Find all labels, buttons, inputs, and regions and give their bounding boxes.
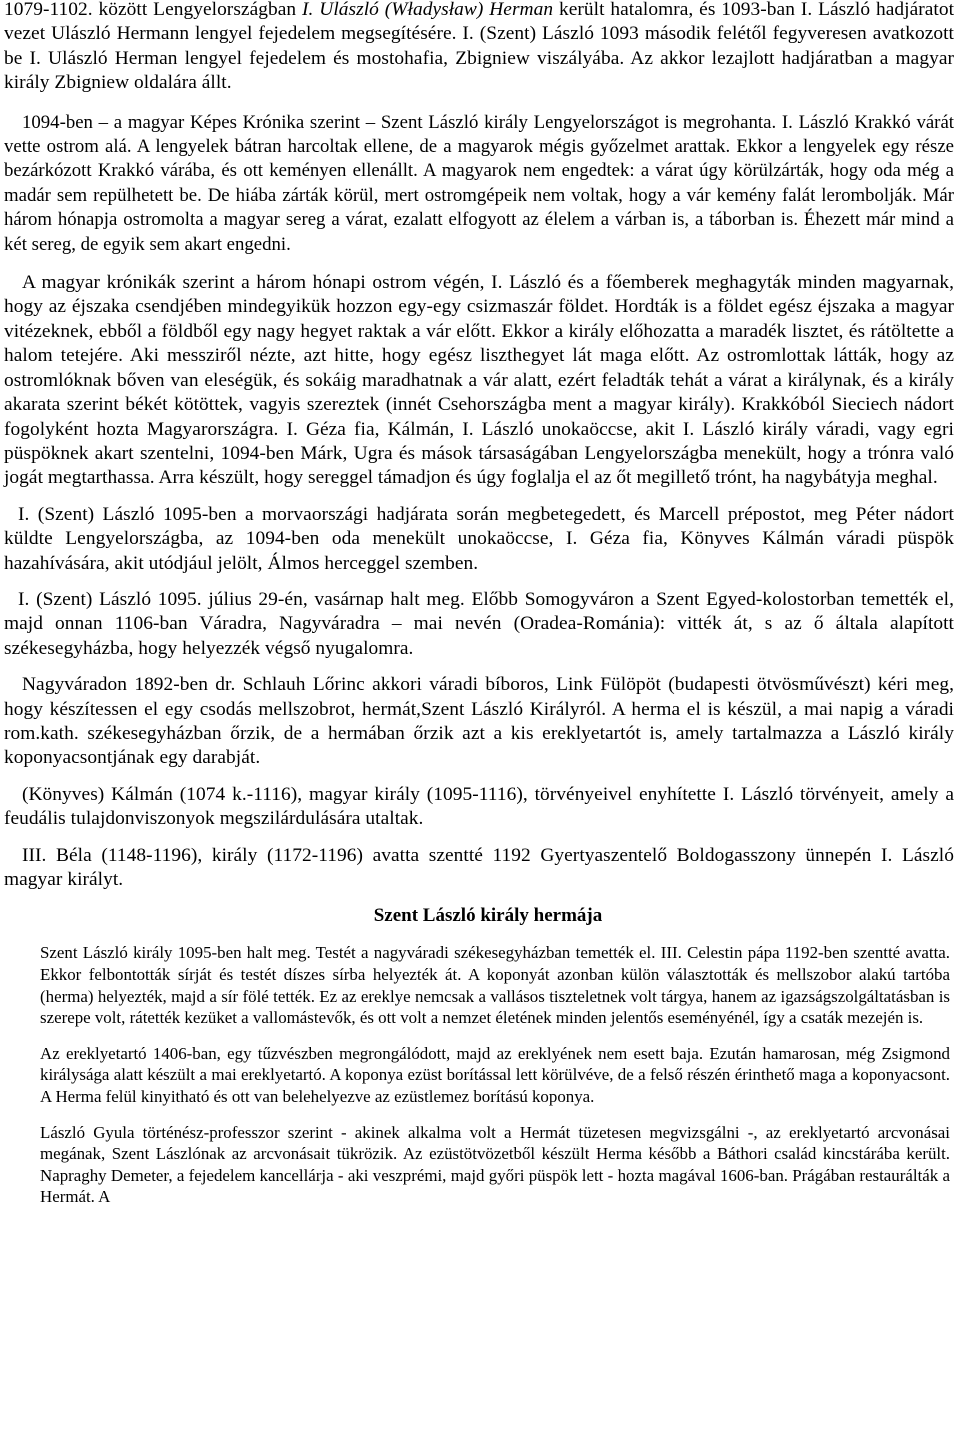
paragraph-1-italic-name: I. Ulászló (Władysław) Herman <box>302 0 554 20</box>
section-heading: Szent László király hermája <box>373 905 603 927</box>
paragraph-4: I. (Szent) László 1095-ben a morvaországi hadjárata során megbetegedett, és Marcell prépostot, meg Péter nádort küldte Lengyelországba, az 1094-ben oda menekült unokaöccse, I. Géza fia, Könyves Kálmán váradi püspök hazahívására, akit utódjául jelölt, Álmos herceggel szemben. <box>4 503 954 574</box>
paragraph-8: III. Béla (1148-1196), király (1172-1196) avatta szentté 1192 Gyertyaszentelő Boldogasszony ünnepén I. László magyar királyt. <box>4 844 954 890</box>
section-paragraph-2: Az ereklyetartó 1406-ban, egy tűzvészben megrongálódott, majd az ereklyének nem esett baja. Ezután hamarosan, még Zsigmond királysága alatt készült a mai ereklyetartó. A koponya ezüst borítással lett körülvéve, de a felső részén érinthető maga a koponyacsont. A Herma felül kinyitható és ott van belehelyezve az ezüstlemez borítású koponya. <box>40 1043 950 1106</box>
section-paragraph-3: László Gyula történész-professzor szerint - akinek alkalma volt a Hermát tüzetesen megvizsgálni -, az ereklyetartó arcvonásai megának, Szent Lászlónak az arcvonásait tükrözik. Az ezüstötvözetből készült Herma később a Báthori család kincstárába került. Napraghy Demeter, a fejedelem kancellárja - aki veszprémi, majd győri püspök lett - hozta magával 1606-ban. Prágában restaurálták a Hermát. A <box>40 1122 950 1207</box>
paragraph-1-text-c: került hatalomra, és 1093-ban I. László hadjáratot vezet Ulászló Hermann lengyel fejedelem megsegítésére. I. (Szent) László 1093 második felétől fegyveresen avatkozott be I. Ulászló Herman lengyel fejedelem és mostohafia, Zbigniew viszályába. Az akkor lezajlott hadjáratban a magyar király Zbigniew oldalára állt. <box>4 0 955 94</box>
paragraph-2: 1094-ben – a magyar Képes Krónika szerint – Szent László király Lengyelországot is megrohanta. I. László Krakkó várát vette ostrom alá. A lengyelek bátran harcoltak ellene, de a magyarok mégis győzelmet arattak. Ekkor a lengyelek egy része bezárkózott Krakkó várába, és ott keményen ellenállt. A magyarok nem engedtek: a várat úgy körülzárták, hogy oda még a madár sem repülhetett be. De hiába zárták körül, mert ostromgépeik nem voltak, hogy a vár kemény falát lerombolják. Már három hónapja ostromolta a magyar sereg a várat, ezalatt elfogyott az élelem a várban is, a táborban is. Éhezett már mind a két sereg, de egyik sem akart engedni. <box>4 111 954 255</box>
paragraph-1 <box>4 0 954 96</box>
paragraph-3: A magyar krónikák szerint a három hónapi ostrom végén, I. László és a főemberek meghagyták minden magyarnak, hogy az éjszaka csendjében mindegyikük hozzon egy-egy csizmaszár földet. Hordták is a földet egész éjszaka a magyar vitézeknek, ebből a földből egy nagy hegyet raktak a vár előtt. Ekkor a király előhozatta a maradék lisztet, és rátöltette a halom tetejére. Aki messziről nézte, azt hitte, hogy egész liszthegyet lát maga előtt. Az ostromlottak látták, hogy az ostromlóknak bőven van eleségük, és sokáig maradhatnak a vár alatt, ezért feladták tehát a várat a királynak, és a király akarata szerint békét kötöttek, vagyis szereztek (innét Csehországba ment a magyar király). Krakkóból Sieciech nádort fogolyként hozta Magyarországra. I. Géza fia, Kálmán, I. László unokaöccse, akit I. László király váradi, vagy egri püspöknek akart szentelni, 1094-ben Márk, Ugra és mások társaságában Lengyelországba menekült, hogy a trónra való jogát megtarthassa. Arra készült, hogy sereggel támadjon és úgy foglalja el az őt megillető trónt, ha nagybátyja meghal. <box>4 272 954 489</box>
section-paragraph-1: Szent László király 1095-ben halt meg. Testét a nagyváradi székesegyházban temették el. III. Celestin pápa 1192-ben szentté avatta. Ekkor felbontották sírját és testét díszes sírba helyezték át. A koponyát azonban külön választották és mellszobor alakú tartóba (herma) helyezték, majd a sír fölé tették. Ez az ereklye nemcsak a vallásos tiszteletnek volt tárgya, hanem az igazságszolgáltatásban is szerepe volt, rátették kezüket a vallomástevők, és ott volt a nemzet életének minden jelentős eseményénél, így a csaták mezején is. <box>40 943 950 1028</box>
paragraph-6: Nagyváradon 1892-ben dr. Schlauh Lőrinc akkori váradi bíboros, Link Fülöpöt (budapesti ötvösművészt) kéri meg, hogy készítessen el egy csodás mellszobrot, hermát,Szent László Királyról. A herma el is készül, a mai napig a váradi rom.kath. székesegyházban őrzik, de a hermában őrzik azt a kis ereklyetartót is, amely tartalmazza a László király koponyacsontjának egy darabját. <box>4 674 954 769</box>
document-page <box>4 0 954 1208</box>
paragraph-5: I. (Szent) László 1095. július 29-én, vasárnap halt meg. Előbb Somogyváron a Szent Egyed-kolostorban temették el, majd onnan 1106-ban Váradra, Nagyváradra – mai nevén (Oradea-Románia): vitték át, s az ő általa alapított székesegyházba, hogy helyezzék végső nyugalomra. <box>4 588 954 659</box>
paragraph-7: (Könyves) Kálmán (1074 k.-1116), magyar király (1095-1116), törvényeivel enyhítette I. László törvényeit, amely a feudális tulajdonviszonyok megszilárdulására utaltak. <box>4 783 954 830</box>
paragraph-1-text-a: 1079-1102. között Lengyelországban <box>4 0 303 20</box>
